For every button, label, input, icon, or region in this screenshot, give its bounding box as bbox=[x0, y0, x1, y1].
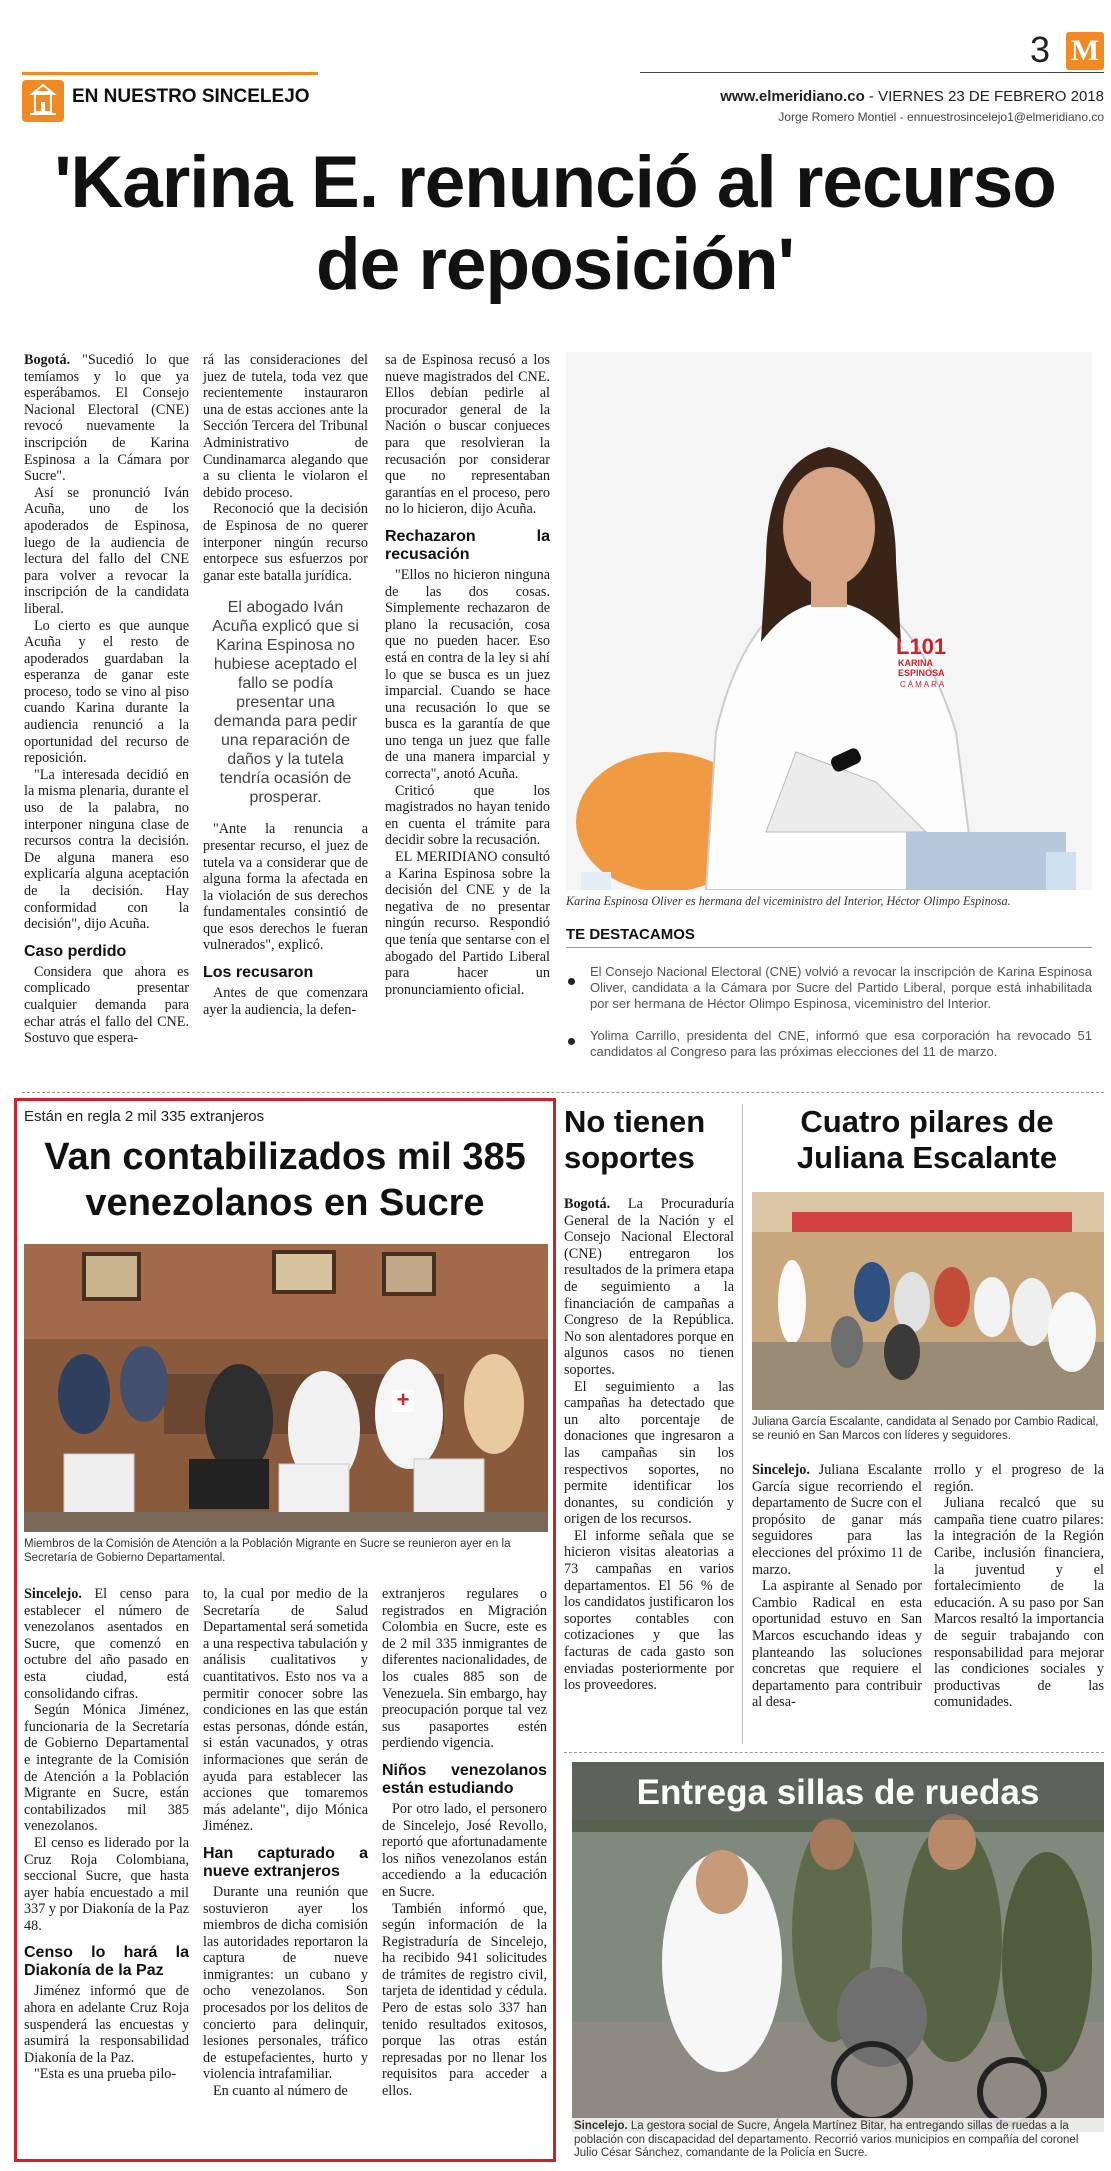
date: - VIERNES 23 DE FEBRERO 2018 bbox=[864, 88, 1104, 105]
highlight-item: El Consejo Nacional Electoral (CNE) volvió a revocar la inscripción de Karina Espinosa Oliver, candidata a la Cámara por Sucre del Partido Liberal, porque está inhabilitada por ser hermana de Héctor Olimpo Espinosa, viceministro del Interior. bbox=[566, 964, 1092, 1012]
main-paragraph: Lo cierto es que aunque Acuña y el resto de apoderados guardaban la esperanza de ganar este proceso, todo se vino al piso cuando Karina durante la audiencia renunció a la oportunidad del recurso de reposición. bbox=[24, 617, 189, 767]
venez-kicker: Están en regla 2 mil 335 extranjeros bbox=[24, 1108, 265, 1125]
bullet-icon bbox=[568, 1038, 575, 1045]
venez-column-1 bbox=[24, 1586, 189, 2083]
highlights-box bbox=[566, 926, 1092, 1088]
sillas-caption: Sincelejo. La gestora social de Sucre, Ángela Martínez Bitar, ha entregando sillas de ruedas a la población con discapacidad del departamento. Recorrió varios municipios en compañía del coronel Julio César Sánchez, comandante de la Policía en Sucre. bbox=[572, 2118, 1104, 2163]
masthead bbox=[0, 0, 1111, 140]
venez-column-3 bbox=[382, 1586, 547, 2100]
bullet-icon bbox=[568, 978, 575, 985]
byline-line: Jorge Romero Montiel - ennuestrosincelejo1@elmeridiano.co bbox=[778, 110, 1104, 124]
subheading-los-recusaron: Los recusaron bbox=[203, 964, 314, 982]
main-column-2 bbox=[203, 352, 368, 1018]
banner-chamber: CÁMARA bbox=[900, 680, 947, 689]
top-rule bbox=[640, 72, 1104, 73]
main-column-1 bbox=[24, 352, 189, 1047]
pull-quote: El abogado Iván Acuña explicó que si Karina Espinosa no hubiese aceptado el fallo se podía presentar una demanda para pedir una reparación de daños y la tutela tendría ocasión de prosperar. bbox=[212, 599, 359, 807]
venez-paragraph: Sincelejo. El censo para establecer el número de venezolanos asentados en Sucre, que comenzó en octubre del año pasado en esta ciudad, está consolidando cifras. bbox=[24, 1586, 189, 1702]
dateline bbox=[600, 88, 1104, 105]
subheading-capturado: Han capturado a nueve extranjeros bbox=[203, 1844, 368, 1880]
dateline-lead: Bogotá. bbox=[564, 1196, 611, 1212]
dateline-lead: Sincelejo. bbox=[574, 2120, 628, 2132]
column-divider bbox=[742, 1104, 743, 1744]
dateline-lead: Sincelejo. bbox=[752, 1462, 810, 1478]
subheading-censo: Censo lo hará la Diakonía de la Paz bbox=[24, 1944, 189, 1980]
sillas-headline: Entrega sillas de ruedas bbox=[636, 1773, 1040, 1812]
juliana-paragraph: Sincelejo. Juliana Escalante García sigue recorriendo el departamento de Sucre con el propósito de ganar más seguidores para las elecciones del próximo 11 de marzo. bbox=[752, 1462, 922, 1578]
section-separator bbox=[22, 1092, 1104, 1093]
soportes-paragraph: El seguimiento a las campañas ha detectado que un alto porcentaje de donaciones que ingresaron a las campañas sin los respectivos soportes, no permite identificar los donantes, su condición y origen de los recursos. bbox=[564, 1378, 734, 1528]
logo-letter: M bbox=[1070, 34, 1100, 67]
commission-caption: Miembros de la Comisión de Atención a la Población Migrante en Sucre se reunieron ayer en la Secretaría de Gobierno Departamental. bbox=[24, 1538, 511, 1564]
photo-caption-main: Karina Espinosa Oliver es hermana del viceministro del Interior, Héctor Olimpo Espinosa. bbox=[566, 894, 1011, 908]
main-paragraph: sa de Espinosa recusó a los nueve magistrados del CNE. Ellos debían pedirle al procurador general de la Nación o buscar conjueces para que resolvieran la recusación por considerar que no representaban garantías en el proceso, pero no lo hicieron, dijo Acuña. bbox=[385, 352, 550, 518]
venez-paragraph: to, la cual por medio de la Secretaría de Salud Departamental será sometida a una respectiva tabulación y análisis cualitativos y cuantitativos. Esto nos va a permitir conocer sobre las condiciones en las que están estas personas, dónde están, si están vacunados, y otras informaciones que serán de ayuda para establecer las acciones que tomaremos más adelante", dijo Mónica Jiménez. bbox=[203, 1586, 368, 1835]
main-paragraph: EL MERIDIANO consultó a Karina Espinosa sobre la decisión del CNE y de la negativa de no presentar ningún recurso. Respondió que tenía que sentarse con el abogado del Partido Liberal para hacer un pronunciamiento oficial. bbox=[385, 849, 550, 998]
venez-paragraph: El censo es liderado por la Cruz Roja Colombiana, seccional Sucre, que hasta ayer había encuestado a mil 337 y por Diakonía de la Paz 48. bbox=[24, 1834, 189, 1934]
venez-paragraph: Según Mónica Jiménez, funcionaria de la Secretaría de Gobierno Departamental e integrante de la Comisión de Atención a la Población Migrante en Sucre, están contabilizados mil 385 venezolanos. bbox=[24, 1702, 189, 1835]
section-icon bbox=[22, 80, 64, 122]
byline: Jorge Romero Montiel bbox=[778, 110, 897, 124]
juliana-paragraph: rrollo y el progreso de la región. bbox=[934, 1462, 1104, 1495]
highlights-rule bbox=[566, 947, 1092, 948]
juliana-photo bbox=[752, 1192, 1104, 1410]
logo bbox=[1066, 32, 1104, 70]
soportes-paragraph: El informe señala que se hicieron visitas aleatorias a 73 campañas en varios departamentos. El 56 % de los candidatos justificaron los soportes contables con cotizaciones y que las facturas de cada gasto son enviadas posteriormente por los proveedores. bbox=[564, 1527, 734, 1694]
venez-headline: Van contabilizados mil 385 venezolanos en Sucre bbox=[44, 1136, 526, 1224]
subheading-caso-perdido: Caso perdido bbox=[24, 942, 127, 960]
soportes-headline: No tienen soportes bbox=[564, 1104, 706, 1175]
banner-name: KARINA ESPINOSA bbox=[898, 658, 945, 678]
dateline-lead: Sincelejo. bbox=[24, 1586, 82, 1602]
karina-photo bbox=[566, 352, 1092, 890]
main-paragraph: Considera que ahora es complicado presentar cualquier demanda para echar atrás el fallo del CNE. Sostuvo que espera- bbox=[24, 963, 189, 1047]
soportes-column bbox=[564, 1196, 734, 1694]
highlight-item: Yolima Carrillo, presidenta del CNE, informó que esa corporación ha revocado 51 candidatos al Congreso para las próximas elecciones del 11 de marzo. bbox=[566, 1028, 1092, 1060]
commission-photo bbox=[24, 1244, 548, 1532]
section-label: EN NUESTRO SINCELEJO bbox=[72, 86, 310, 107]
venez-paragraph: En cuanto al número de bbox=[213, 2083, 348, 2100]
juliana-headline: Cuatro pilares de Juliana Escalante bbox=[796, 1104, 1058, 1175]
main-column-3 bbox=[385, 352, 550, 998]
main-paragraph: "La interesada decidió en la misma plenaria, durante el uso de la palabra, no interponer ninguna clase de recursos contra la decisión. De alguna manera eso explicaría alguna aceptación de la decisión. Hay conformidad con la decisión", dijo Acuña. bbox=[24, 766, 189, 933]
main-paragraph: "Ellos no hicieron ninguna de las dos cosas. Simplemente rechazaron de plano la recusación, cosa que no pueden hacer. Eso está en contra de la ley si ahí lo que se busca es un juez imparcial. Cuando se hace una recusación lo que se busca es la garantía de que uno tenga un juez que falle de una manera imparcial y correcta", anotó Acuña. bbox=[385, 566, 550, 783]
website[interactable]: www.elmeridiano.co bbox=[720, 88, 865, 105]
venez-paragraph: Durante una reunión que sostuvieron ayer los miembros de dicha comisión las autoridades reportaron la captura de nueve inmigrantes: un cubano y ocho venezolanos. Son procesados por los delitos de concierto para delinquir, lesiones personales, tráfico de estupefacientes, hurto y violencia intrafamiliar. bbox=[203, 1883, 368, 2083]
juliana-caption: Juliana García Escalante, candidata al Senado por Cambio Radical, se reunió en San Marcos con líderes y seguidores. bbox=[752, 1416, 1099, 1442]
main-paragraph: Así se pronunció Iván Acuña, uno de los apoderados de Espinosa, luego de la audiencia de lectura del fallo del CNE para volver a revocar la inscripción de la candidata liberal. bbox=[24, 484, 189, 617]
main-paragraph: Criticó que los magistrados no hayan tenido en cuenta el trámite para decidir sobre la recusación. bbox=[385, 782, 550, 849]
venez-paragraph: extranjeros regulares o registrados en Migración Colombia en Sucre, este es de 2 mil 335 inmigrantes de diferentes nacionalidades, de los cuales 885 son de Venezuela. Sin embargo, hay preocupación porque tal vez sus pasaportes estén perdiendo vigencia. bbox=[382, 1586, 547, 1752]
venez-paragraph: También informó que, según información de la Registraduría de Sincelejo, ha recibido 941 solicitudes de trámites de registro civil, tarjeta de identidad y cédula. Pero de estas solo 337 han tenido resultados exitosos, porque las otras están represadas por no llenar los requisitos para acceder a ellos. bbox=[382, 1900, 547, 2100]
page-number: 3 bbox=[1030, 29, 1051, 70]
main-paragraph: Bogotá. "Sucedió lo que temíamos y lo que ya esperábamos. El Consejo Nacional Electoral (CNE) revocó nuevamente la inscripción de Karina Espinosa a la Cámara por Sucre". bbox=[24, 352, 189, 485]
venez-paragraph: Jiménez informó que de ahora en adelante Cruz Roja suspenderá las encuestas y asumirá la responsabilidad Diakonía de la Paz. bbox=[24, 1983, 189, 2066]
main-paragraph: Antes de que comenzara ayer la audiencia, la defen- bbox=[203, 985, 368, 1018]
venez-paragraph: "Esta es una prueba pilo- bbox=[34, 2066, 177, 2083]
section-rule bbox=[22, 72, 318, 75]
main-paragraph: "Ante la renuncia a presentar recurso, el juez de tutela va a considerar que de alguna forma la afectada en la violación de sus derechos fundamentales consintió de que esos derechos le fueran vulnerados", explicó. bbox=[203, 821, 368, 954]
juliana-paragraph: La aspirante al Senado por Cambio Radical en esta oportunidad estuvo en San Marcos escuchando ideas y planteando las soluciones concretas que requiere el departamento para contribuir al desa- bbox=[752, 1578, 922, 1711]
juliana-column-2 bbox=[934, 1462, 1104, 1711]
subheading-ninos: Niños venezolanos están estudiando bbox=[382, 1761, 547, 1797]
soportes-paragraph: Bogotá. La Procuraduría General de la Nación y el Consejo Nacional Electoral (CNE) entregaron los resultados de la primera etapa de seguimiento a la financiación de campañas a Congreso de la República. No son alentadores porque en algunos casos no tienen soportes. bbox=[564, 1196, 734, 1378]
juliana-column-1 bbox=[752, 1462, 922, 1711]
main-paragraph: rá las consideraciones del juez de tutela, toda vez que recientemente instauraron una de estas acciones ante la Sección Tercera del Tribunal Administrativo de Cundinamarca alegando que a su clienta le violaron el debido proceso. bbox=[203, 352, 368, 501]
banner-number: L101 bbox=[896, 634, 947, 659]
juliana-paragraph: Juliana recalcó que su campaña tiene cuatro pilares: la integración de la Región Caribe, inclusión financiera, la juventud y el fortalecimiento de la educación. A su paso por San Marcos resaltó la importancia de seguir trabajando con responsabilidad para mejorar las condiciones sociales y productivas de las comunidades. bbox=[934, 1495, 1104, 1711]
email[interactable]: ennuestrosincelejo1@elmeridiano.co bbox=[907, 110, 1104, 124]
highlights-title: TE DESTACAMOS bbox=[566, 926, 695, 943]
section-separator bbox=[564, 1752, 1104, 1753]
subheading-rechazaron: Rechazaron la recusación bbox=[385, 527, 550, 563]
dateline-lead: Bogotá. bbox=[24, 352, 71, 368]
red-cross-badge: + bbox=[392, 1390, 414, 1412]
main-paragraph: Reconoció que la decisión de Espinosa de no querer interponer ningún recurso entorpece sus esfuerzos por ganar este batalla jurídica. bbox=[203, 501, 368, 584]
venez-paragraph: Por otro lado, el personero de Sincelejo, José Revollo, reportó que afortunadamente los niños venezolanos están accediendo a la educación en Sucre. bbox=[382, 1800, 547, 1900]
venez-column-2 bbox=[203, 1586, 368, 2100]
main-headline: 'Karina E. renunció al recurso de reposición' bbox=[54, 142, 1056, 305]
